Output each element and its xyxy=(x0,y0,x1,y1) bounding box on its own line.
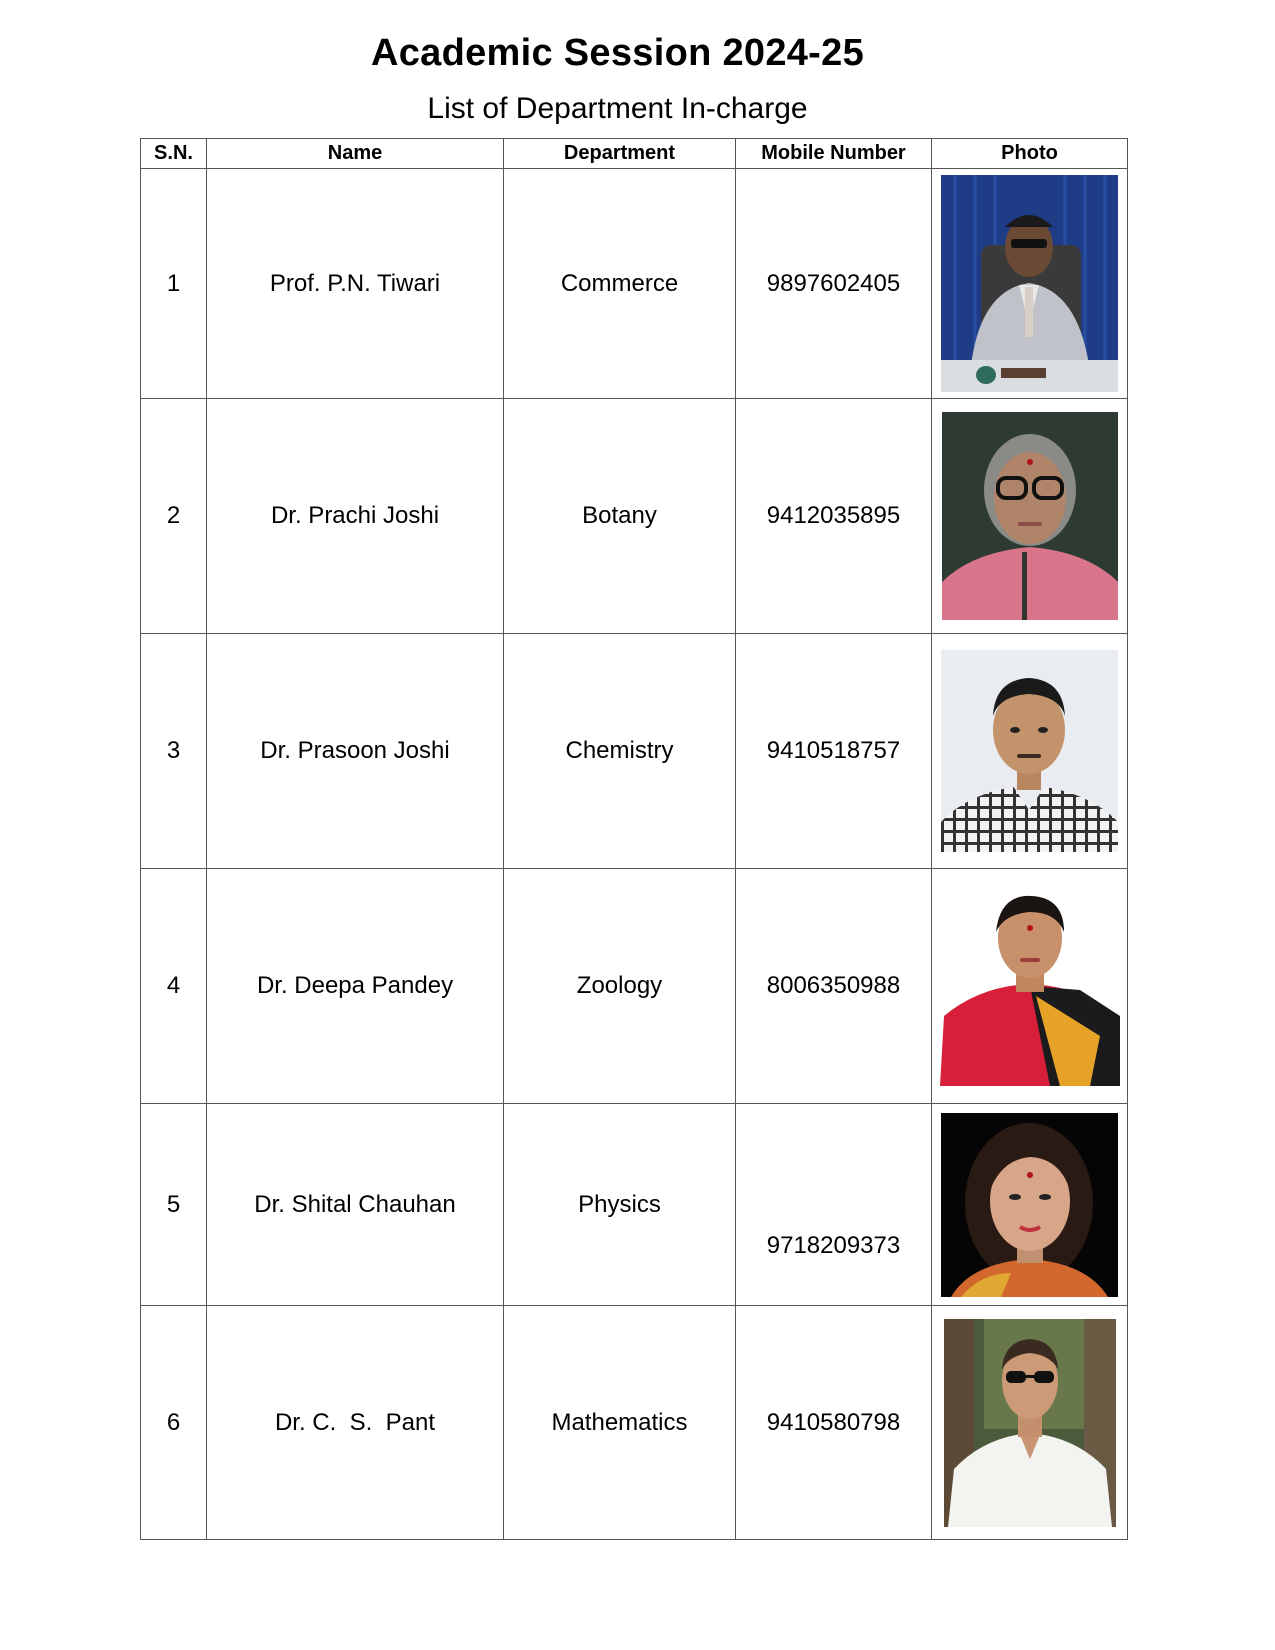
cell-mobile: 9410580798 xyxy=(736,1306,932,1540)
cell-department: Commerce xyxy=(504,169,736,399)
table-row xyxy=(141,1104,1128,1306)
column-header-name: Name xyxy=(207,139,504,169)
cell-photo xyxy=(932,1306,1128,1540)
cell-sn: 4 xyxy=(141,869,207,1104)
table-header-row xyxy=(141,139,1128,169)
cell-sn: 5 xyxy=(141,1104,207,1306)
portrait-photo xyxy=(941,650,1118,852)
portrait-photo xyxy=(941,175,1118,392)
cell-name: Dr. C. S. Pant xyxy=(207,1306,504,1540)
cell-sn: 3 xyxy=(141,634,207,869)
cell-name: Dr. Prasoon Joshi xyxy=(207,634,504,869)
department-incharge-table xyxy=(140,138,1128,1540)
cell-name: Prof. P.N. Tiwari xyxy=(207,169,504,399)
cell-photo xyxy=(932,869,1128,1104)
cell-sn: 6 xyxy=(141,1306,207,1540)
column-header-mobile: Mobile Number xyxy=(736,139,932,169)
cell-name: Dr. Shital Chauhan xyxy=(207,1104,504,1306)
table-row xyxy=(141,399,1128,634)
portrait-photo xyxy=(940,886,1120,1086)
portrait-photo xyxy=(942,412,1118,620)
mobile-number: 9718209373 xyxy=(766,1231,901,1259)
cell-sn: 2 xyxy=(141,399,207,634)
table-row xyxy=(141,169,1128,399)
cell-mobile: 9897602405 xyxy=(736,169,932,399)
cell-mobile: 9410518757 xyxy=(736,634,932,869)
table-row xyxy=(141,869,1128,1104)
cell-photo xyxy=(932,399,1128,634)
cell-mobile xyxy=(736,1104,932,1306)
cell-department: Physics xyxy=(504,1104,736,1306)
cell-name: Dr. Deepa Pandey xyxy=(207,869,504,1104)
cell-department: Zoology xyxy=(504,869,736,1104)
column-header-sn: S.N. xyxy=(141,139,207,169)
cell-department: Chemistry xyxy=(504,634,736,869)
page-subtitle: List of Department In-charge xyxy=(427,92,808,125)
cell-photo xyxy=(932,169,1128,399)
column-header-photo: Photo xyxy=(932,139,1128,169)
cell-name: Dr. Prachi Joshi xyxy=(207,399,504,634)
portrait-photo xyxy=(944,1319,1116,1527)
cell-department: Botany xyxy=(504,399,736,634)
cell-photo xyxy=(932,1104,1128,1306)
cell-mobile: 9412035895 xyxy=(736,399,932,634)
cell-photo xyxy=(932,634,1128,869)
cell-department: Mathematics xyxy=(504,1306,736,1540)
column-header-department: Department xyxy=(504,139,736,169)
table-row xyxy=(141,634,1128,869)
cell-mobile: 8006350988 xyxy=(736,869,932,1104)
page-title: Academic Session 2024-25 xyxy=(370,32,865,74)
portrait-photo xyxy=(941,1113,1118,1297)
cell-sn: 1 xyxy=(141,169,207,399)
table-row xyxy=(141,1306,1128,1540)
